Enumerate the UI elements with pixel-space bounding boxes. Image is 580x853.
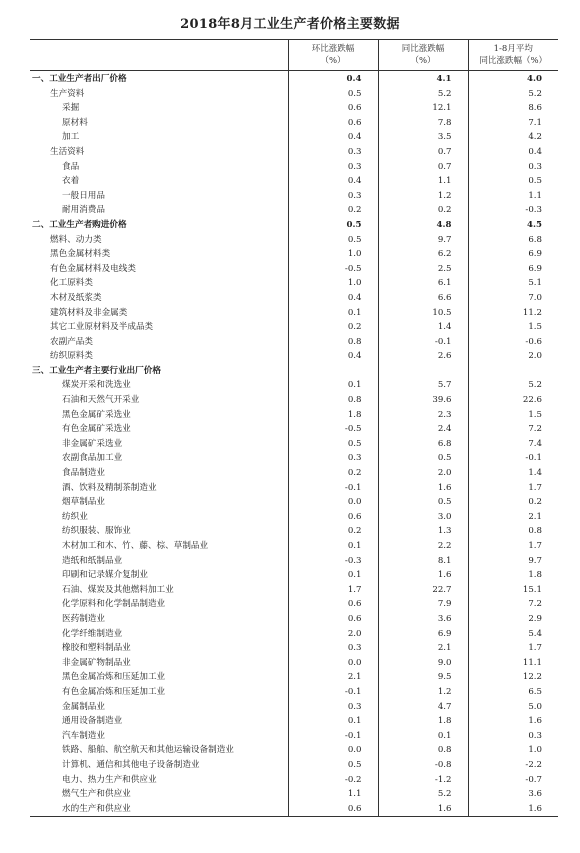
ytd-avg-change-value: 7.4: [468, 437, 558, 452]
row-label: 纺织业: [62, 511, 88, 522]
row-label: 橡胶和塑料制品业: [62, 643, 131, 654]
table-row: [30, 656, 558, 671]
mom-change-value: -0.3: [288, 554, 378, 569]
mom-change-value: -0.5: [288, 262, 378, 277]
table-row: [30, 233, 558, 248]
ytd-avg-change-value: 6.9: [468, 247, 558, 262]
ytd-avg-change-value: 1.7: [468, 539, 558, 554]
table-row: [30, 276, 558, 291]
mom-change-value: 2.0: [288, 627, 378, 642]
header-ytd-line-2: 同比涨跌幅（%）: [479, 56, 548, 66]
table-row: [30, 510, 558, 525]
yoy-change-value: 5.7: [378, 378, 468, 393]
mom-change-value: 0.0: [288, 656, 378, 671]
row-label: 木材及纸浆类: [50, 292, 102, 303]
ytd-avg-change-value: 0.3: [468, 729, 558, 744]
yoy-change-value: 7.9: [378, 597, 468, 612]
ytd-avg-change-value: 12.2: [468, 670, 558, 685]
ytd-avg-change-value: 7.2: [468, 597, 558, 612]
ytd-avg-change-value: -0.3: [468, 203, 558, 218]
mom-change-value: 0.3: [288, 145, 378, 160]
row-label: 农副食品加工业: [62, 453, 123, 464]
table-row: [30, 116, 558, 131]
yoy-change-value: 3.6: [378, 612, 468, 627]
row-label: 食品制造业: [62, 468, 105, 479]
row-label: 纺织原料类: [50, 351, 93, 362]
yoy-change-value: 8.1: [378, 554, 468, 569]
table-row: [30, 729, 558, 744]
ytd-avg-change-value: 1.7: [468, 481, 558, 496]
table-row: [30, 335, 558, 350]
yoy-change-value: 1.2: [378, 189, 468, 204]
table-row: [30, 189, 558, 204]
table-row: [30, 641, 558, 656]
ytd-avg-change-value: -2.2: [468, 758, 558, 773]
row-label: 黑色金属材料类: [50, 249, 111, 260]
table-row: [30, 437, 558, 452]
price-data-table: [30, 39, 558, 817]
row-label: 煤炭开采和洗选业: [62, 380, 131, 391]
mom-change-value: 0.1: [288, 306, 378, 321]
row-label: 采掘: [62, 103, 80, 114]
yoy-change-value: 1.3: [378, 524, 468, 539]
ytd-avg-change-value: 2.1: [468, 510, 558, 525]
table-row: [30, 481, 558, 496]
yoy-change-value: 1.6: [378, 802, 468, 817]
row-label: 化学原料和化学制品制造业: [62, 599, 166, 610]
yoy-change-value: 0.5: [378, 451, 468, 466]
yoy-change-value: 6.2: [378, 247, 468, 262]
table-row: [30, 393, 558, 408]
mom-change-value: 0.5: [288, 233, 378, 248]
mom-change-value: 1.0: [288, 247, 378, 262]
yoy-change-value: -0.8: [378, 758, 468, 773]
yoy-change-value: 4.7: [378, 700, 468, 715]
table-row: [30, 758, 558, 773]
row-label: 建筑材料及非金属类: [50, 307, 128, 318]
ytd-avg-change-value: 5.2: [468, 87, 558, 102]
row-label: 石油和天然气开采业: [62, 395, 140, 406]
ytd-avg-change-value: 1.7: [468, 641, 558, 656]
mom-change-value: 0.1: [288, 539, 378, 554]
yoy-change-value: 7.8: [378, 116, 468, 131]
section-header-row: [30, 218, 558, 233]
row-label: 铁路、船舶、航空航天和其他运输设备制造业: [62, 745, 234, 756]
yoy-change-value: 0.8: [378, 743, 468, 758]
table-row: [30, 247, 558, 262]
mom-change-value: -0.1: [288, 685, 378, 700]
ytd-avg-change-value: 0.3: [468, 160, 558, 175]
row-label: 黑色金属矿采选业: [62, 409, 131, 420]
header-yoy-line-2: （%）: [410, 56, 436, 66]
table-row: [30, 87, 558, 102]
mom-change-value: -0.1: [288, 729, 378, 744]
yoy-change-value: 3.0: [378, 510, 468, 525]
yoy-change-value: 5.2: [378, 87, 468, 102]
yoy-change-value: 2.0: [378, 466, 468, 481]
table-row: [30, 203, 558, 218]
row-label: 印刷和记录媒介复制业: [62, 570, 148, 581]
mom-change-value: 0.8: [288, 335, 378, 350]
row-label: 农副产品类: [50, 336, 93, 347]
ytd-avg-change-value: 7.0: [468, 291, 558, 306]
ytd-avg-change-value: 2.9: [468, 612, 558, 627]
table-row: [30, 743, 558, 758]
ytd-avg-change-value: 9.7: [468, 554, 558, 569]
yoy-change-value: 0.1: [378, 729, 468, 744]
row-label: 生产资料: [50, 88, 85, 99]
yoy-change-value: 6.8: [378, 437, 468, 452]
table-row: [30, 802, 558, 817]
ytd-avg-change-value: -0.7: [468, 773, 558, 788]
ytd-avg-change-value: 5.0: [468, 700, 558, 715]
table-row: [30, 554, 558, 569]
mom-change-value: 1.7: [288, 583, 378, 598]
mom-change-value: [288, 364, 378, 379]
header-mom-line-1: 环比涨跌幅: [311, 44, 355, 54]
mom-change-value: 0.0: [288, 495, 378, 510]
table-row: [30, 495, 558, 510]
yoy-change-value: 6.9: [378, 627, 468, 642]
yoy-change-value: 6.1: [378, 276, 468, 291]
mom-change-value: 0.5: [288, 218, 378, 233]
ytd-avg-change-value: 6.8: [468, 233, 558, 248]
yoy-change-value: [378, 364, 468, 379]
mom-change-value: 0.6: [288, 802, 378, 817]
table-row: [30, 568, 558, 583]
ytd-avg-change-value: 2.0: [468, 349, 558, 364]
ytd-avg-change-value: 1.8: [468, 568, 558, 583]
header-indicator-cell: [30, 40, 288, 71]
table-row: [30, 451, 558, 466]
row-label: 电力、热力生产和供应业: [62, 774, 157, 785]
yoy-change-value: 2.1: [378, 641, 468, 656]
ytd-avg-change-value: 5.4: [468, 627, 558, 642]
yoy-change-value: 2.5: [378, 262, 468, 277]
table-row: [30, 291, 558, 306]
mom-change-value: 0.1: [288, 568, 378, 583]
mom-change-value: 0.5: [288, 87, 378, 102]
yoy-change-value: 1.4: [378, 320, 468, 335]
row-label: 有色金属冶炼和压延加工业: [62, 686, 166, 697]
mom-change-value: 0.6: [288, 510, 378, 525]
table-row: [30, 787, 558, 802]
mom-change-value: -0.2: [288, 773, 378, 788]
row-label: 二、工业生产者购进价格: [32, 219, 127, 230]
ytd-avg-change-value: 0.2: [468, 495, 558, 510]
header-yoy-line-1: 同比涨跌幅: [401, 44, 445, 54]
row-label: 耐用消费品: [62, 205, 105, 216]
ytd-avg-change-value: 1.1: [468, 189, 558, 204]
table-row: [30, 160, 558, 175]
yoy-change-value: 0.7: [378, 160, 468, 175]
row-label: 有色金属矿采选业: [62, 424, 131, 435]
table-row: [30, 349, 558, 364]
yoy-change-value: 39.6: [378, 393, 468, 408]
table-row: [30, 627, 558, 642]
table-row: [30, 101, 558, 116]
row-label: 原材料: [62, 117, 88, 128]
mom-change-value: 0.2: [288, 466, 378, 481]
row-label: 纺织服装、服饰业: [62, 526, 131, 537]
mom-change-value: 1.0: [288, 276, 378, 291]
yoy-change-value: 0.5: [378, 495, 468, 510]
table-row: [30, 700, 558, 715]
ytd-avg-change-value: -0.1: [468, 451, 558, 466]
mom-change-value: 0.6: [288, 612, 378, 627]
ytd-avg-change-value: 4.5: [468, 218, 558, 233]
mom-change-value: 0.1: [288, 714, 378, 729]
table-row: [30, 773, 558, 788]
mom-change-value: 0.4: [288, 291, 378, 306]
mom-change-value: 0.3: [288, 189, 378, 204]
mom-change-value: 0.3: [288, 641, 378, 656]
row-label: 金属制品业: [62, 701, 105, 712]
ytd-avg-change-value: 0.5: [468, 174, 558, 189]
mom-change-value: -0.5: [288, 422, 378, 437]
mom-change-value: -0.1: [288, 481, 378, 496]
ytd-avg-change-value: 11.2: [468, 306, 558, 321]
table-row: [30, 306, 558, 321]
header-yoy-change: [378, 40, 468, 71]
table-row: [30, 408, 558, 423]
yoy-change-value: 9.5: [378, 670, 468, 685]
table-body: [30, 71, 558, 817]
header-mom-line-2: （%）: [320, 56, 346, 66]
document-title: 2018年8月工业生产者价格主要数据: [180, 17, 400, 32]
row-label: 汽车制造业: [62, 730, 105, 741]
yoy-change-value: 22.7: [378, 583, 468, 598]
row-label: 一、工业生产者出厂价格: [32, 74, 127, 84]
ytd-avg-change-value: 4.2: [468, 130, 558, 145]
row-label: 食品: [62, 161, 80, 172]
section-header-row: [30, 71, 558, 87]
ytd-avg-change-value: 11.1: [468, 656, 558, 671]
ytd-avg-change-value: 1.0: [468, 743, 558, 758]
yoy-change-value: 9.0: [378, 656, 468, 671]
row-label: 通用设备制造业: [62, 716, 123, 727]
row-label: 燃气生产和供应业: [62, 789, 131, 800]
ytd-avg-change-value: 1.6: [468, 802, 558, 817]
table-row: [30, 145, 558, 160]
table-row: [30, 583, 558, 598]
yoy-change-value: 2.4: [378, 422, 468, 437]
ytd-avg-change-value: 4.0: [468, 71, 558, 87]
header-ytd-line-1: 1-8月平均: [493, 44, 533, 54]
row-label: 化学纤维制造业: [62, 628, 123, 639]
row-label: 木材加工和木、竹、藤、棕、草制品业: [62, 541, 209, 551]
mom-change-value: 2.1: [288, 670, 378, 685]
ytd-avg-change-value: 1.4: [468, 466, 558, 481]
yoy-change-value: 2.3: [378, 408, 468, 423]
mom-change-value: 0.2: [288, 524, 378, 539]
row-label: 酒、饮料及精制茶制造业: [62, 482, 157, 493]
mom-change-value: 0.5: [288, 758, 378, 773]
row-label: 化工原料类: [50, 278, 93, 289]
ytd-avg-change-value: -0.6: [468, 335, 558, 350]
table-row: [30, 320, 558, 335]
yoy-change-value: 9.7: [378, 233, 468, 248]
table-row: [30, 262, 558, 277]
mom-change-value: 0.3: [288, 451, 378, 466]
table-row: [30, 539, 558, 554]
mom-change-value: 0.3: [288, 160, 378, 175]
mom-change-value: 0.4: [288, 71, 378, 87]
row-label: 燃料、动力类: [50, 234, 102, 245]
ytd-avg-change-value: 7.1: [468, 116, 558, 131]
yoy-change-value: 12.1: [378, 101, 468, 116]
yoy-change-value: 1.1: [378, 174, 468, 189]
mom-change-value: 1.8: [288, 408, 378, 423]
table-row: [30, 174, 558, 189]
yoy-change-value: -1.2: [378, 773, 468, 788]
mom-change-value: 0.6: [288, 101, 378, 116]
yoy-change-value: 0.7: [378, 145, 468, 160]
mom-change-value: 0.6: [288, 597, 378, 612]
mom-change-value: 0.5: [288, 437, 378, 452]
yoy-change-value: 1.6: [378, 481, 468, 496]
ytd-avg-change-value: 8.6: [468, 101, 558, 116]
row-label: 石油、煤炭及其他燃料加工业: [62, 584, 174, 595]
row-label: 三、工业生产者主要行业出厂价格: [32, 365, 161, 376]
row-label: 非金属矿采选业: [62, 438, 123, 449]
ytd-avg-change-value: 15.1: [468, 583, 558, 598]
yoy-change-value: 2.6: [378, 349, 468, 364]
row-label: 生活资料: [50, 146, 85, 157]
row-label: 非金属矿物制品业: [62, 657, 131, 668]
yoy-change-value: 10.5: [378, 306, 468, 321]
yoy-change-value: 5.2: [378, 787, 468, 802]
ytd-avg-change-value: 5.2: [468, 378, 558, 393]
row-label: 其它工业原材料及半成品类: [50, 322, 154, 333]
row-label: 有色金属材料及电线类: [50, 263, 136, 274]
table-row: [30, 670, 558, 685]
table-row: [30, 422, 558, 437]
mom-change-value: 0.3: [288, 700, 378, 715]
row-label: 造纸和纸制品业: [62, 555, 123, 566]
table-row: [30, 714, 558, 729]
table-row: [30, 130, 558, 145]
ytd-avg-change-value: 1.6: [468, 714, 558, 729]
yoy-change-value: 6.6: [378, 291, 468, 306]
mom-change-value: 0.0: [288, 743, 378, 758]
row-label: 医药制造业: [62, 613, 105, 624]
ytd-avg-change-value: 6.5: [468, 685, 558, 700]
yoy-change-value: 2.2: [378, 539, 468, 554]
mom-change-value: 0.8: [288, 393, 378, 408]
ytd-avg-change-value: 7.2: [468, 422, 558, 437]
ytd-avg-change-value: 1.5: [468, 408, 558, 423]
row-label: 衣着: [62, 176, 80, 187]
yoy-change-value: 4.8: [378, 218, 468, 233]
ytd-avg-change-value: 0.4: [468, 145, 558, 160]
header-mom-change: [288, 40, 378, 71]
yoy-change-value: 3.5: [378, 130, 468, 145]
row-label: 计算机、通信和其他电子设备制造业: [62, 759, 200, 770]
table-header: [30, 40, 558, 71]
mom-change-value: 0.6: [288, 116, 378, 131]
ytd-avg-change-value: 5.1: [468, 276, 558, 291]
row-label: 黑色金属冶炼和压延加工业: [62, 672, 166, 683]
mom-change-value: 0.4: [288, 349, 378, 364]
yoy-change-value: 1.6: [378, 568, 468, 583]
table-row: [30, 612, 558, 627]
mom-change-value: 0.1: [288, 378, 378, 393]
table-row: [30, 378, 558, 393]
yoy-change-value: 0.2: [378, 203, 468, 218]
table-row: [30, 685, 558, 700]
mom-change-value: 0.4: [288, 174, 378, 189]
ytd-avg-change-value: 0.8: [468, 524, 558, 539]
row-label: 水的生产和供应业: [30, 802, 288, 817]
mom-change-value: 0.2: [288, 203, 378, 218]
section-header-row: [30, 364, 558, 379]
mom-change-value: 0.2: [288, 320, 378, 335]
yoy-change-value: 1.8: [378, 714, 468, 729]
ytd-avg-change-value: 1.5: [468, 320, 558, 335]
yoy-change-value: 4.1: [378, 71, 468, 87]
mom-change-value: 1.1: [288, 787, 378, 802]
row-label: 加工: [62, 132, 80, 143]
yoy-change-value: 1.2: [378, 685, 468, 700]
header-ytd-avg-change: [468, 40, 558, 71]
table-row: [30, 466, 558, 481]
ytd-avg-change-value: 22.6: [468, 393, 558, 408]
yoy-change-value: -0.1: [378, 335, 468, 350]
ytd-avg-change-value: 6.9: [468, 262, 558, 277]
header-row: [30, 40, 558, 71]
ytd-avg-change-value: [468, 364, 558, 379]
mom-change-value: 0.4: [288, 130, 378, 145]
ytd-avg-change-value: 3.6: [468, 787, 558, 802]
table-row: [30, 597, 558, 612]
row-label: 一般日用品: [62, 190, 105, 201]
table-row: [30, 524, 558, 539]
row-label: 烟草制品业: [62, 497, 105, 508]
